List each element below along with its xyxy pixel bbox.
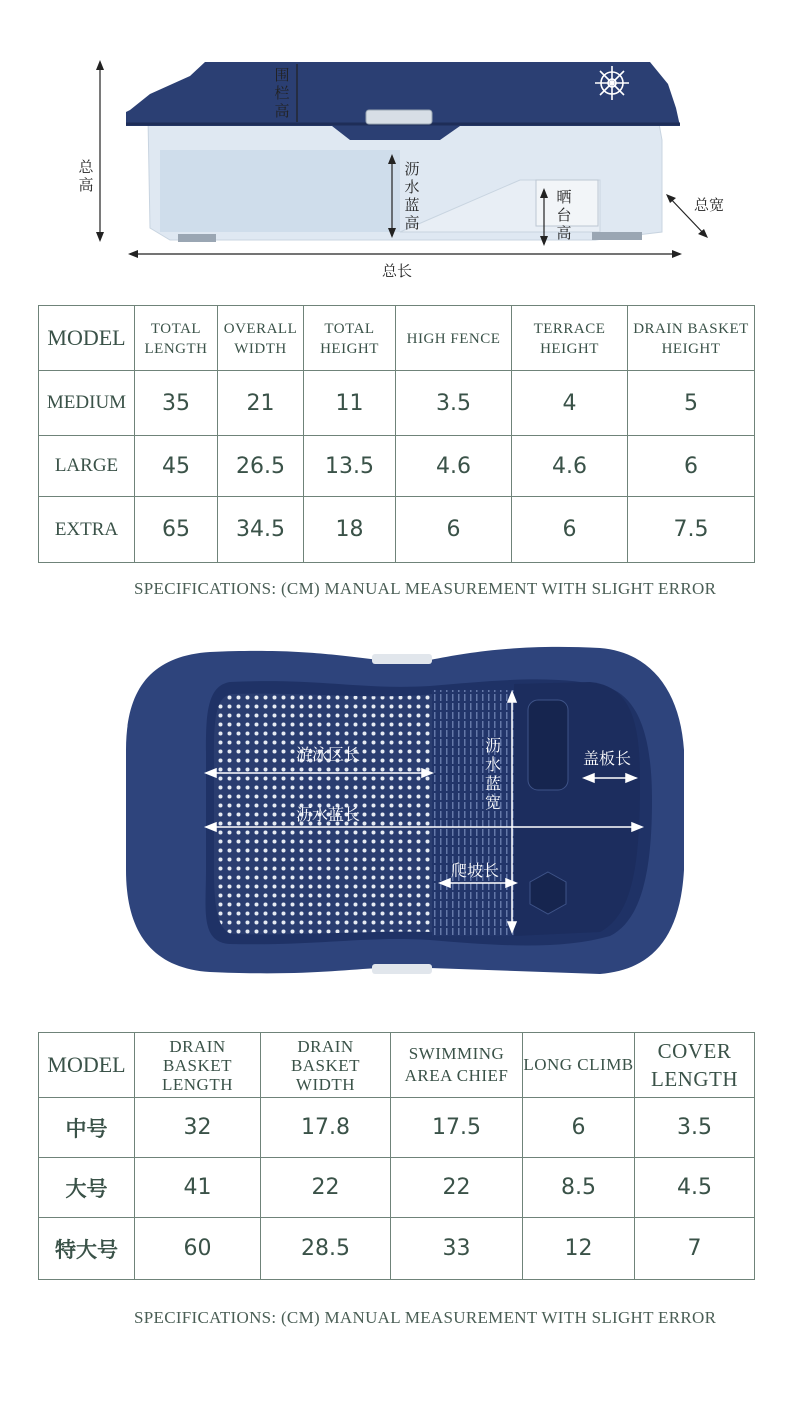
cell-value: 60 [183, 1236, 212, 1261]
cell-value: 18 [335, 517, 364, 542]
table1-header-total-height: TOTAL HEIGHT [304, 306, 396, 371]
table-row [39, 1098, 755, 1158]
table2-header-long-climb: LONG CLIMB [523, 1033, 635, 1098]
table2-header-drain-basket-width: DRAIN BASKET WIDTH [261, 1033, 391, 1098]
row-model: MEDIUM [46, 392, 127, 413]
table1-header-terrace-height: TERRACE HEIGHT [512, 306, 628, 371]
cell-value: 6 [562, 517, 577, 542]
total-height-label: 总高 [78, 158, 94, 194]
cell-value: 4.5 [677, 1175, 712, 1200]
cell-value: 3.5 [436, 390, 471, 416]
table-row [39, 436, 755, 497]
cell-value: 45 [162, 453, 190, 479]
basket-dimensions-table [38, 1032, 755, 1280]
top-view-illustration [0, 630, 790, 1030]
cell-value: 13.5 [325, 453, 374, 479]
total-length-label: 总长 [382, 262, 413, 280]
cell-value: 5 [684, 390, 698, 416]
table-row [39, 371, 755, 436]
terrace-height-label: 晒台高 [556, 188, 572, 242]
table2-header-swimming-area-chief: SWIMMING AREA CHIEF [391, 1033, 523, 1098]
cover-length-label: 盖板长 [583, 749, 632, 768]
table2-header-drain-basket-length: DRAIN BASKET LENGTH [135, 1033, 261, 1098]
table1-header-drain-basket-height: DRAIN BASKET HEIGHT [628, 306, 755, 371]
table1-header-model: MODEL [39, 306, 135, 371]
cell-value: 4.6 [552, 453, 587, 479]
row-model: EXTRA [54, 518, 119, 540]
table1-header-total-length: TOTAL LENGTH [135, 306, 218, 371]
swimming-area-length-label: 游泳区长 [296, 745, 361, 764]
cell-value: 12 [564, 1236, 593, 1261]
drain-basket-width-label: 沥水蓝宽 [485, 736, 502, 812]
cell-value: 22 [442, 1175, 471, 1200]
cell-value: 33 [442, 1236, 471, 1261]
cell-value: 22 [311, 1175, 340, 1200]
row-model: LARGE [54, 455, 119, 476]
table2-header-row [39, 1033, 755, 1098]
table2-header-cover-length: COVER LENGTH [635, 1033, 755, 1098]
row-model: 特大号 [55, 1237, 118, 1262]
fence-height-label: 围栏高 [274, 66, 290, 120]
cell-value: 41 [183, 1175, 212, 1200]
cell-value: 26.5 [236, 453, 285, 479]
climb-length-label: 爬坡长 [451, 861, 500, 880]
cell-value: 7 [687, 1236, 702, 1261]
cell-value: 3.5 [677, 1115, 712, 1140]
row-model: 中号 [65, 1116, 108, 1141]
table-row [39, 1218, 755, 1280]
total-width-label: 总宽 [694, 196, 725, 214]
side-view-illustration [0, 0, 790, 290]
cell-value: 17.5 [432, 1115, 481, 1140]
cell-value: 17.8 [301, 1115, 350, 1140]
cell-value: 11 [335, 390, 364, 416]
table-row [39, 1158, 755, 1218]
cell-value: 8.5 [561, 1175, 596, 1200]
cell-value: 4.6 [436, 453, 471, 479]
table1-note: SPECIFICATIONS: (CM) MANUAL MEASUREMENT WITH SLIGHT ERROR [134, 579, 717, 598]
cell-value: 65 [162, 517, 190, 542]
dimensions-table [38, 305, 755, 563]
cell-value: 28.5 [301, 1236, 350, 1261]
cell-value: 35 [162, 390, 190, 416]
cell-value: 32 [183, 1115, 212, 1140]
cell-value: 21 [246, 390, 275, 416]
cell-value: 34.5 [236, 517, 285, 542]
table1-header-high-fence: HIGH FENCE [396, 306, 512, 371]
table2-header-model: MODEL [39, 1033, 135, 1098]
cell-value: 7.5 [673, 517, 709, 542]
cell-value: 4 [562, 390, 577, 416]
cell-value: 6 [571, 1115, 586, 1140]
table1-header-overall-width: OVERALL WIDTH [218, 306, 304, 371]
drain-basket-height-label: 沥水蓝高 [404, 160, 420, 232]
table-row [39, 497, 755, 563]
ship-wheel-icon [595, 66, 629, 100]
drain-basket-length-label: 沥水蓝长 [296, 805, 361, 824]
cell-value: 6 [684, 453, 698, 479]
cell-value: 6 [446, 517, 461, 542]
table2-note: SPECIFICATIONS: (CM) MANUAL MEASUREMENT WITH SLIGHT ERROR [134, 1308, 717, 1327]
row-model: 大号 [65, 1176, 108, 1201]
table1-header-row [39, 306, 755, 371]
